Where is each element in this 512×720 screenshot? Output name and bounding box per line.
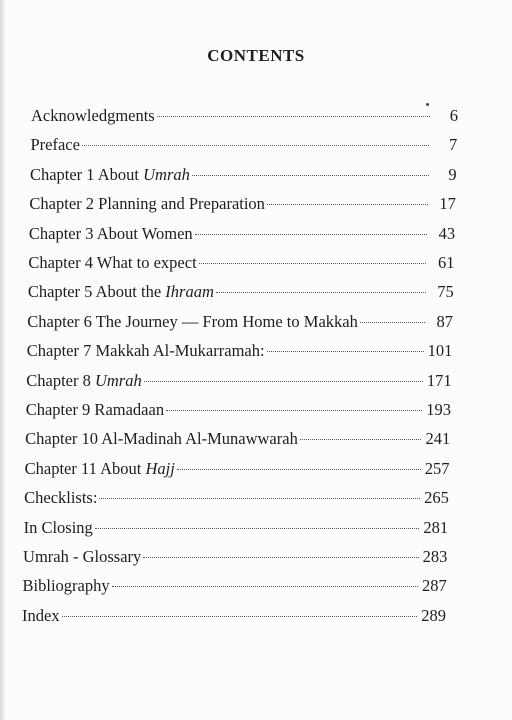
page-title: CONTENTS [207,46,305,65]
toc-entry-title [23,576,110,596]
toc-entry-title-italic: Hajj [145,458,175,478]
toc-entry-page-number: 283 [422,547,448,566]
dot-leader [199,263,427,264]
toc-entry [29,224,455,244]
toc-entry-title [30,135,79,155]
toc-entry-title [24,488,97,508]
dot-leader [112,586,418,587]
dot-leader [267,204,428,205]
toc-entry-title-italic: Ihraam [165,282,214,302]
toc-entry-page-number: 171 [426,370,452,390]
toc-entry-title-text: Chapter 1 About [29,164,144,184]
dot-leader [216,292,426,293]
toc-entry-page-number: 265 [424,488,449,508]
toc-entry-page-number: 75 [437,282,454,302]
toc-entry-title [26,400,164,420]
dot-leader [144,381,423,382]
toc-entry [25,459,450,479]
toc-entry-page-number: 193 [426,400,451,419]
toc-entry-title [27,312,358,332]
dot-leader [82,145,429,146]
toc-entry [27,341,453,361]
toc-entry-page-number: 287 [421,576,447,596]
toc-entry-title-text: Chapter 4 What to expect [28,253,197,272]
dot-leader [166,410,422,411]
toc-entry [24,518,449,538]
toc-entry-page-number: 6 [449,106,458,125]
toc-entry-title-text: Acknowledgments [31,106,155,125]
toc-entry [23,547,447,567]
toc-entry-title-text: Chapter 9 Ramadaan [25,400,165,419]
toc-entry [25,429,450,449]
toc-entry-title [30,165,190,185]
dot-leader [157,116,430,117]
toc-entry-page-number: 241 [425,429,451,449]
toc-entry-title-italic: Umrah [143,164,190,184]
toc-entry-title [26,371,142,391]
dot-leader [99,498,420,499]
toc-entry [28,282,454,302]
toc-entry-page-number: 101 [427,341,453,361]
toc-entry-title [25,429,298,449]
dot-leader [267,351,424,352]
toc-entry [30,135,457,155]
toc-entry-title-text: Chapter 3 About Women [28,223,193,243]
toc-entry-page-number: 43 [438,223,456,243]
dot-leader [300,439,422,440]
toc-entry-title-text: Checklists: [24,488,98,508]
toc-entry-title [23,547,141,567]
dot-leader [360,322,425,323]
toc-entry [23,576,447,596]
dot-leader [195,234,427,235]
dot-leader [177,469,421,470]
toc-entry-title [27,341,265,361]
toc-entry-title-text: Preface [30,135,80,155]
toc-entry-title [28,282,214,302]
toc-entry [22,606,446,626]
toc-entry-title-text: Chapter 7 Makkah Al-Mukarramah: [26,341,265,361]
toc-entry-title-text: Chapter 6 The Journey — From Home to Makkah [27,311,358,331]
toc-entry-title [29,194,265,214]
toc-entry [29,194,455,214]
toc-entry-title-text: In Closing [23,517,93,537]
toc-entry-title-text: Chapter 5 About the [27,282,166,302]
toc-entry-title [24,518,93,538]
toc-entry-title-text: Bibliography [22,576,110,596]
toc-entry-page-number: 281 [423,517,449,537]
toc-entry-page-number: 87 [436,311,454,331]
dot-leader [95,528,420,529]
toc-entry [30,165,457,185]
toc-entry-page-number: 289 [421,605,446,625]
toc-entry-title [25,459,175,479]
toc-entry-title [31,106,155,126]
toc-entry-title-text: Chapter 8 [26,370,95,390]
toc-entry [27,312,453,332]
toc-entry-page-number: 61 [437,253,455,272]
toc-entry [28,253,454,273]
toc-entry-title [28,253,196,273]
toc-entry-title-italic: Umrah [94,370,142,390]
dot-leader [192,175,429,176]
toc-entry-page-number: 257 [424,458,450,478]
dot-leader [62,616,418,617]
toc-entry [24,488,449,508]
toc-entry-title [22,606,60,626]
toc-entry-page-number: 17 [439,194,456,214]
toc-entry-page-number: 9 [448,164,457,184]
toc-entry-title-text: Chapter 2 Planning and Preparation [29,194,265,214]
toc-entry-title [29,224,193,244]
toc-entry-title-text: Index [22,605,60,625]
toc-entry [26,371,451,391]
toc-entry [31,106,458,126]
toc-entry-page-number: 7 [449,135,458,155]
toc-entry-title-text: Umrah - Glossary [23,547,142,566]
toc-entry-title-text: Chapter 11 About [24,458,146,478]
toc-entry [26,400,451,420]
dot-leader [143,557,418,558]
toc-entry-title-text: Chapter 10 Al-Madinah Al-Munawwarah [25,429,298,449]
